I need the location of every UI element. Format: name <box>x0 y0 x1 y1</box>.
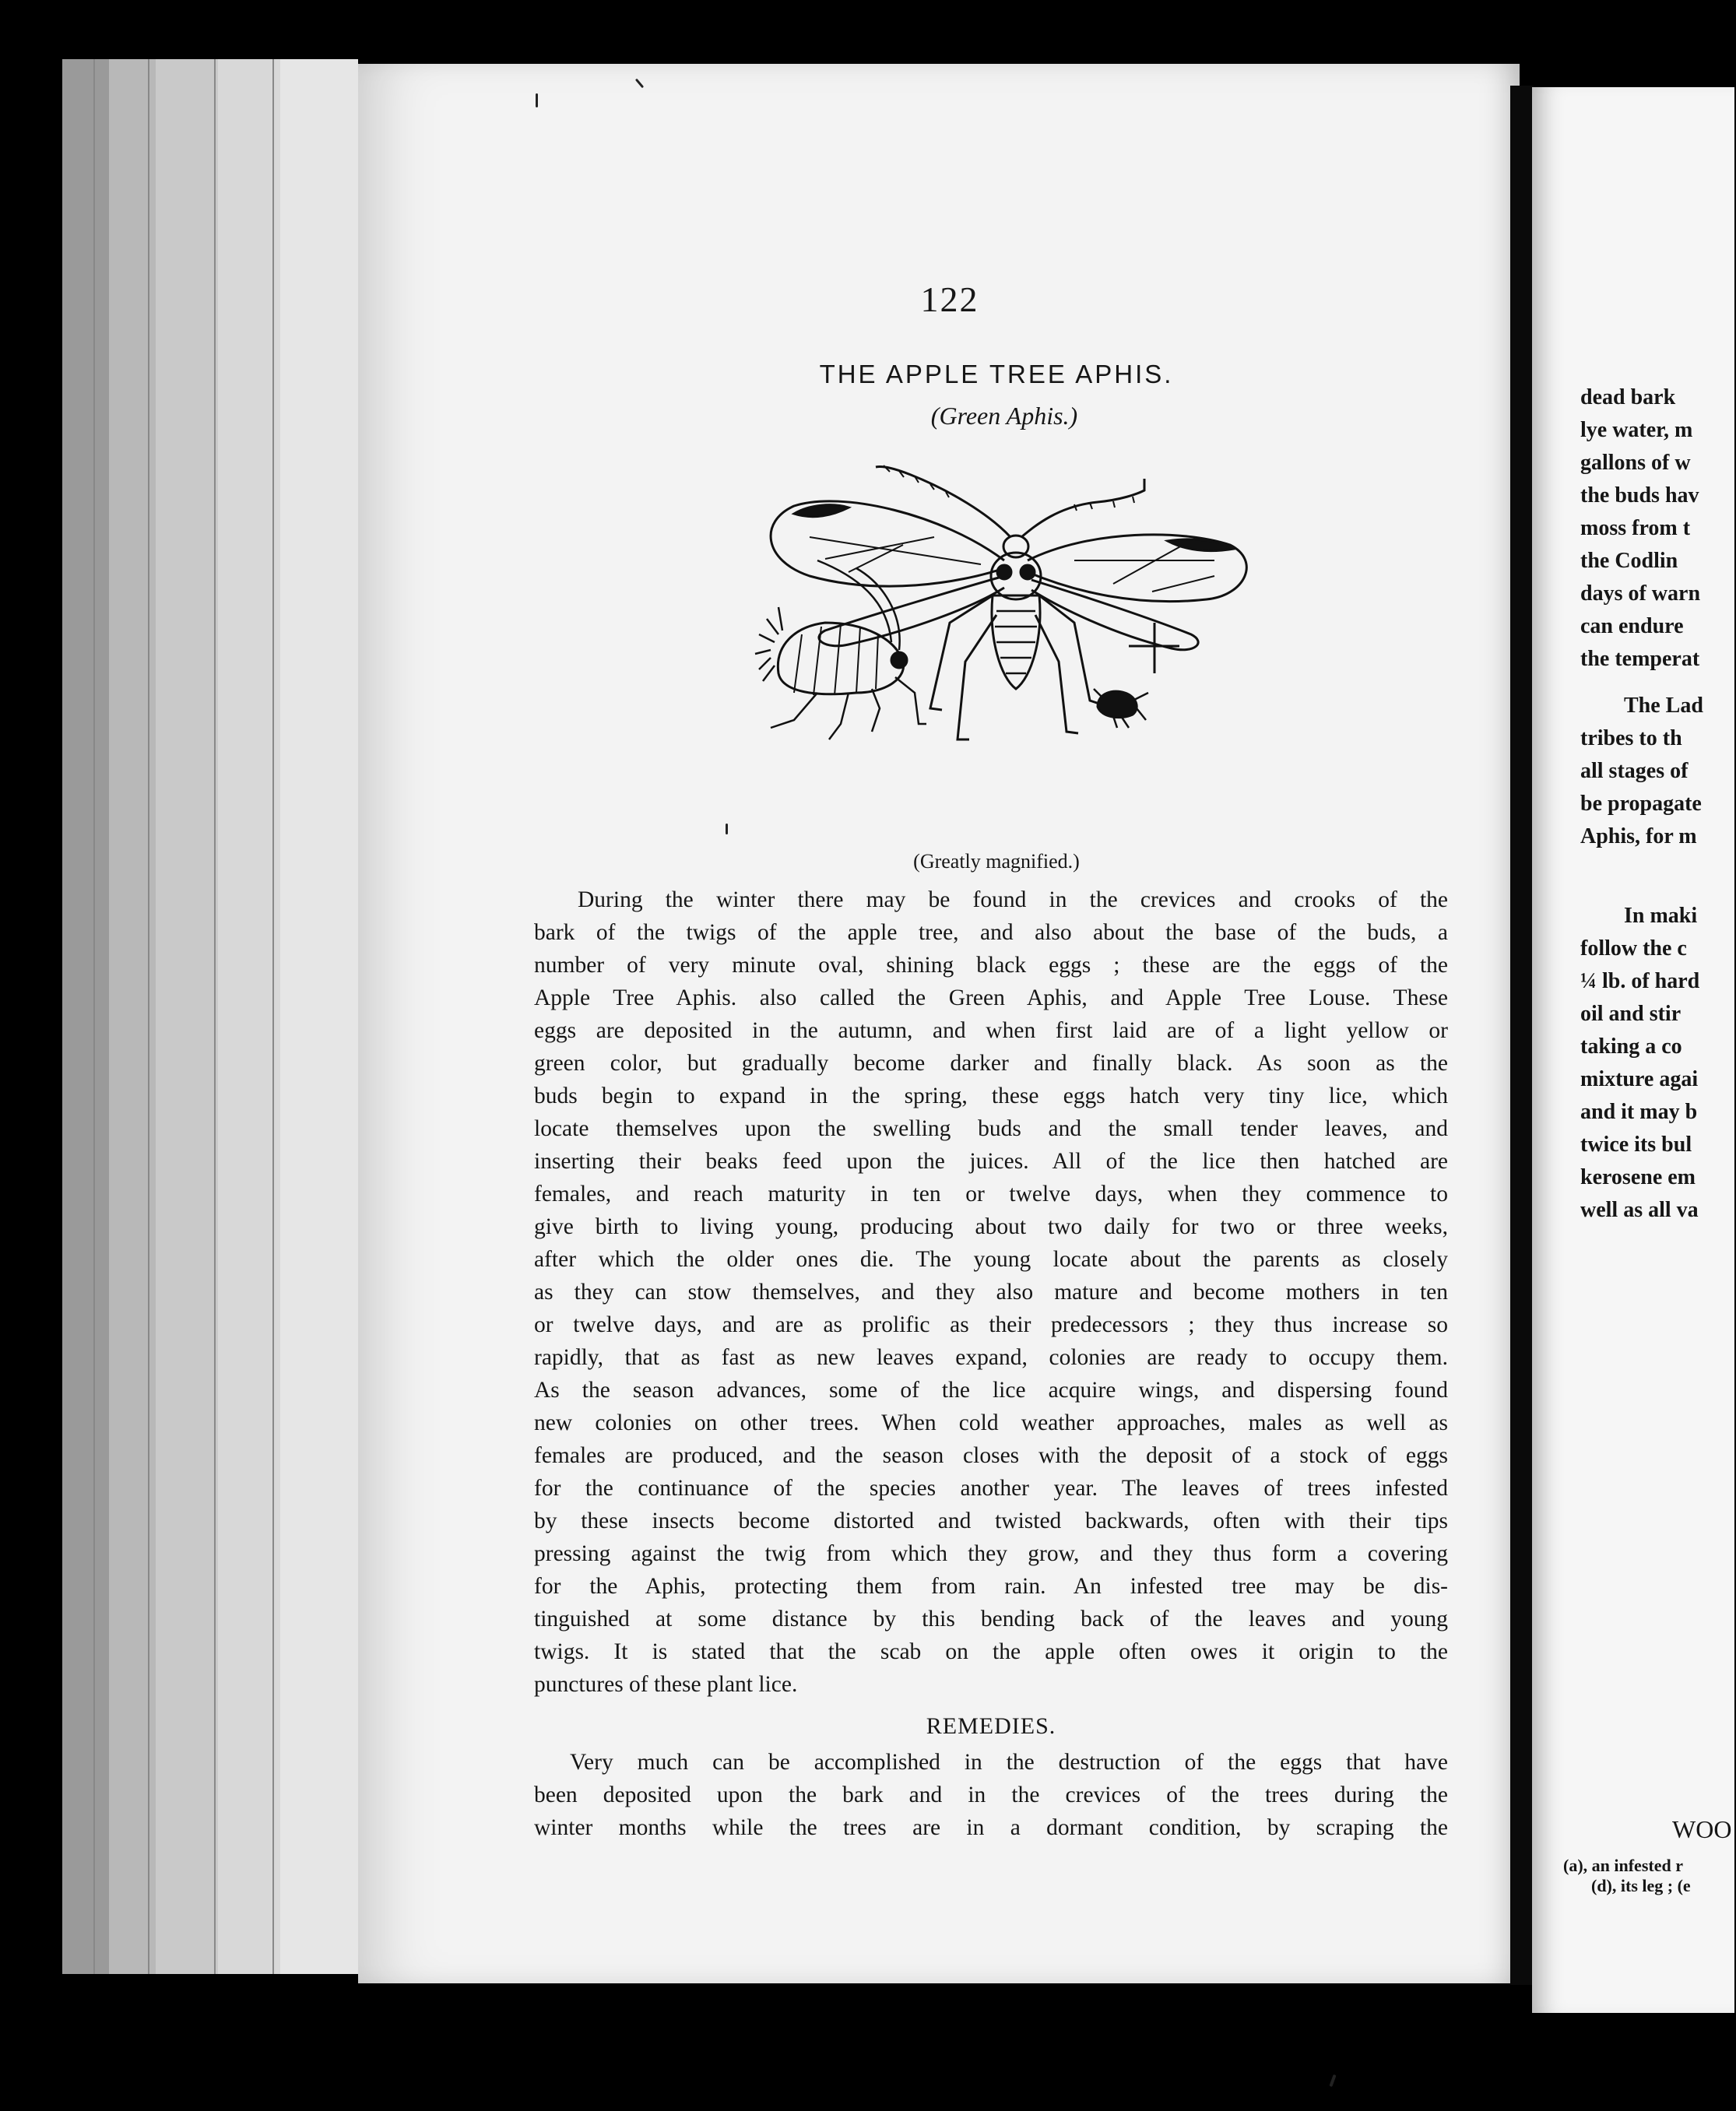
right-line: moss from t <box>1580 516 1691 540</box>
right-line: and it may b <box>1580 1100 1698 1124</box>
right-line: all stages of <box>1580 759 1689 783</box>
right-line: tribes to th <box>1580 726 1682 750</box>
wingless-aphis-legs <box>771 677 926 739</box>
body-line: or twelve days, and are as prolific as their predecessors ; they thus increase so <box>534 1312 1448 1337</box>
body-line: for the continuance of the species another year. The leaves of trees infested <box>534 1476 1448 1501</box>
right-line: ¼ lb. of hard <box>1580 969 1700 993</box>
right-line: Aphis, for m <box>1580 824 1697 848</box>
body-line: During the winter there may be found in the crevices and crooks of the <box>578 887 1448 912</box>
page-number: 122 <box>920 279 979 319</box>
remedies-line: Very much can be accomplished in the destruction of the eggs that have <box>570 1750 1448 1775</box>
body-line: females are produced, and the season closes with the deposit of a stock of eggs <box>534 1443 1448 1468</box>
right-caption-line: (d), its leg ; (e <box>1591 1876 1691 1895</box>
scan-speck <box>1329 2074 1336 2087</box>
right-line: can endure <box>1580 614 1684 638</box>
body-line: after which the older ones die. The young locate about the parents as closely <box>534 1247 1448 1272</box>
book-gutter <box>1510 86 1534 1985</box>
right-line: In maki <box>1624 904 1698 928</box>
right-line: be propagate <box>1580 792 1702 816</box>
right-page-text <box>1580 381 1736 1227</box>
body-line: bark of the twigs of the apple tree, and also about the base of the buds, a <box>534 920 1448 945</box>
winged-aphis-right-hindwing <box>1031 580 1198 650</box>
body-line: give birth to living young, producing about two daily for two or three weeks, <box>534 1214 1448 1239</box>
right-line: gallons of w <box>1580 451 1691 475</box>
body-line: Apple Tree Aphis. also called the Green Aphis, and Apple Tree Louse. These <box>534 985 1448 1010</box>
right-line: follow the c <box>1580 936 1687 961</box>
right-line: The Lad <box>1624 694 1703 718</box>
body-line: by these insects become distorted and twisted backwards, often with their tips <box>534 1509 1448 1533</box>
body-line: number of very minute oval, shining black eggs ; these are the eggs of the <box>534 953 1448 978</box>
body-line: twigs. It is stated that the scab on the apple often owes it origin to the <box>534 1639 1448 1664</box>
body-line: new colonies on other trees. When cold weather approaches, males as well as <box>534 1410 1448 1435</box>
right-line: dead bark <box>1580 385 1676 409</box>
winged-aphis-right-antenna <box>1021 479 1144 537</box>
article-subtitle: (Green Aphis.) <box>930 402 1078 430</box>
wingless-aphis-body <box>778 623 903 694</box>
body-line: As the season advances, some of the lice acquire wings, and dispersing found <box>534 1378 1448 1403</box>
body-line: rapidly, that as fast as new leaves expand, colonies are ready to occupy them. <box>534 1345 1448 1370</box>
body-line: punctures of these plant lice. <box>534 1672 798 1697</box>
article-title: THE APPLE TREE APHIS. <box>819 360 1174 388</box>
remedies-line: been deposited upon the bark and in the crevices of the trees during the <box>534 1783 1448 1807</box>
right-line: kerosene em <box>1580 1165 1696 1189</box>
right-line: the temperat <box>1580 647 1700 671</box>
body-line: locate themselves upon the swelling buds and the small tender leaves, and <box>534 1116 1448 1141</box>
right-line: oil and stir <box>1580 1002 1682 1026</box>
small-aphis <box>1098 691 1137 717</box>
remedies-line: winter months while the trees are in a dormant condition, by scraping the <box>534 1815 1448 1840</box>
body-line: for the Aphis, protecting them from rain. An infested tree may be dis- <box>534 1574 1448 1599</box>
wingless-aphis-antennae <box>817 560 900 650</box>
right-line: well as all va <box>1580 1198 1699 1222</box>
winged-aphis-legs <box>930 595 1102 739</box>
body-line: eggs are deposited in the autumn, and when first laid are of a light yellow or <box>534 1018 1448 1043</box>
right-line: mixture agai <box>1580 1067 1699 1091</box>
right-line: the Codlin <box>1580 549 1678 573</box>
body-text <box>534 883 1448 1844</box>
right-line: twice its bul <box>1580 1133 1692 1157</box>
right-line: lye water, m <box>1580 418 1693 442</box>
body-line: as they can stow themselves, and they also mature and become mothers in ten <box>534 1280 1448 1305</box>
remedies-heading: REMEDIES. <box>926 1713 1056 1739</box>
body-line: green color, but gradually become darker and finally black. As soon as the <box>534 1051 1448 1076</box>
right-line: days of warn <box>1580 581 1701 606</box>
right-line: taking a co <box>1580 1034 1682 1059</box>
body-line: pressing against the twig from which they grow, and they thus form a covering <box>534 1541 1448 1566</box>
right-page-heading: WOO <box>1672 1815 1732 1843</box>
aphis-illustration <box>747 459 1292 802</box>
body-line: females, and reach maturity in ten or twelve days, when they commence to <box>534 1182 1448 1207</box>
figure-caption: (Greatly magnified.) <box>913 850 1080 873</box>
right-page-caption <box>1563 1856 1734 1896</box>
scan-speck <box>536 93 538 107</box>
scan-speck <box>726 824 728 834</box>
body-line: buds begin to expand in the spring, these eggs hatch very tiny lice, which <box>534 1084 1448 1108</box>
right-caption-line: (a), an infested r <box>1563 1856 1683 1875</box>
body-line: tinguished at some distance by this bending back of the leaves and young <box>534 1607 1448 1632</box>
body-line: inserting their beaks feed upon the juices. All of the lice then hatched are <box>534 1149 1448 1174</box>
page-edge-stack <box>62 59 358 1974</box>
right-line: the buds hav <box>1580 483 1699 508</box>
